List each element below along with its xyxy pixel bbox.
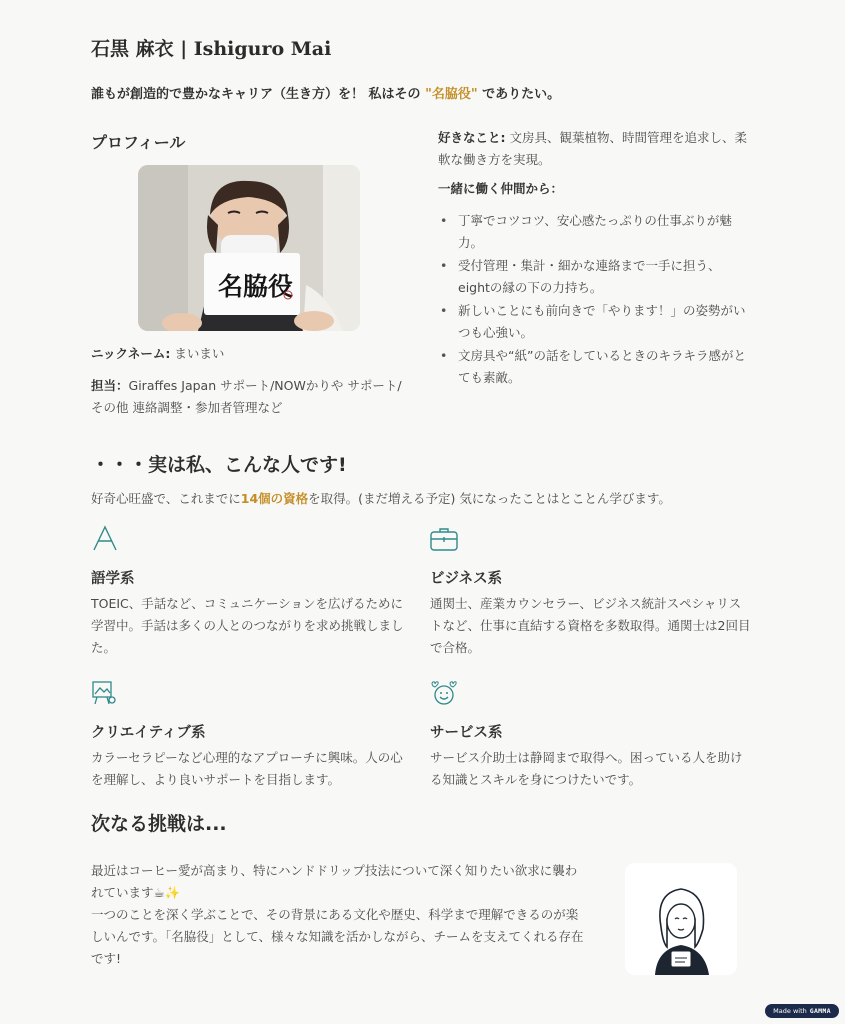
category-desc-language: TOEIC、手話など、コミュニケーションを広げるために 学習中。手話は多くの人とのつながりを求め挑戦しまし た。 bbox=[91, 596, 404, 655]
tagline-end: でありたい。 bbox=[477, 87, 561, 102]
photo-sign-text: 名脇役 bbox=[218, 272, 294, 301]
tagline bbox=[91, 83, 560, 102]
profile-photo bbox=[138, 165, 360, 331]
likes-label: 好きなこと: bbox=[438, 130, 506, 145]
role-label: 担当： bbox=[91, 378, 129, 393]
page-title: 石黒 麻衣 | Ishiguro Mai bbox=[91, 38, 332, 60]
likes-line-2: 軟な働き方を実現。 bbox=[438, 152, 551, 167]
likes bbox=[438, 127, 747, 171]
profile-heading: プロフィール bbox=[91, 133, 186, 152]
category-title-service: サービス系 bbox=[430, 725, 503, 741]
about-intro-end: を取得。(まだ増える予定) 気になったことはとことん学びます。 bbox=[308, 491, 671, 506]
category-title-creative: クリエイティブ系 bbox=[91, 725, 206, 741]
next-body: 最近はコーヒー愛が高まり、特にハンドドリップ技法について深く知りたい欲求に襲わ れています☕✨ 一つのことを深く学ぶことで、その背景にある文化や歴史、科学まで理解できるのが楽 しいんです。「名脇役」として、様々な知識を活かしながら、チームを支えてくれる存在 です! bbox=[91, 863, 584, 966]
nickname-label: ニックネーム: bbox=[91, 346, 171, 361]
likes-line-1: 文房具、観葉植物、時間管理を追求し、柔 bbox=[505, 130, 747, 145]
list-item: • 丁寧でコツコツ、安心感たっぷりの仕事ぶりが魅 力。 bbox=[438, 210, 746, 254]
letter-a-icon bbox=[91, 524, 119, 552]
made-with-badge[interactable] bbox=[765, 1004, 839, 1018]
portrait-illustration bbox=[625, 863, 737, 975]
about-intro-text: 好奇心旺盛で、これまでに bbox=[91, 491, 241, 506]
role-line-1: Giraffes Japan サポート/NOWかりや サポート/ bbox=[128, 378, 402, 393]
badge-brand: GAMMA bbox=[809, 1007, 831, 1015]
about-intro-highlight: 14個の資格 bbox=[240, 491, 309, 506]
list-item: • 文房具や“紙”の話をしているときのキラキラ感がと ても素敵。 bbox=[438, 345, 746, 389]
briefcase-icon bbox=[430, 526, 458, 552]
category-title-language: 語学系 bbox=[91, 571, 135, 587]
list-item: • 新しいことにも前向きで「やります！」の姿勢がい つも心強い。 bbox=[438, 300, 746, 344]
role-line-2: その他 連絡調整・参加者管理など bbox=[91, 400, 283, 415]
role bbox=[91, 375, 402, 419]
team-heading: 一緒に働く仲間から： bbox=[438, 181, 564, 196]
nickname-value: まいまい bbox=[170, 346, 225, 361]
easel-icon bbox=[91, 680, 117, 706]
nickname bbox=[91, 343, 224, 365]
list-item: • 受付管理・集計・細かな連絡まで一手に担う、 eightの縁の下の力持ち。 bbox=[438, 255, 746, 299]
about-heading: ・・・実は私、こんな人です! bbox=[91, 454, 347, 476]
category-title-business: ビジネス系 bbox=[430, 571, 503, 587]
category-desc-creative: カラーセラピーなど心理的なアプローチに興味。人の心 を理解し、より良いサポートを目指します。 bbox=[91, 750, 403, 787]
category-desc-service: サービス介助士は静岡まで取得へ。困っている人を助け る知識とスキルを身につけたいです。 bbox=[430, 750, 743, 787]
category-desc-business: 通関士、産業カウンセラー、ビジネス統計スペシャリス トなど、仕事に直結する資格を多数取得。通関士は2回目 で合格。 bbox=[430, 596, 751, 655]
tagline-highlight: "名脇役" bbox=[425, 87, 478, 102]
next-heading: 次なる挑戦は... bbox=[91, 813, 227, 835]
smile-hearts-icon bbox=[430, 680, 458, 706]
tagline-text: 誰もが創造的で豊かなキャリア（生き方）を！ 私はその bbox=[91, 87, 426, 102]
badge-text: Made with bbox=[773, 1007, 807, 1015]
team-feedback-list bbox=[438, 210, 746, 390]
about-intro bbox=[91, 488, 671, 510]
